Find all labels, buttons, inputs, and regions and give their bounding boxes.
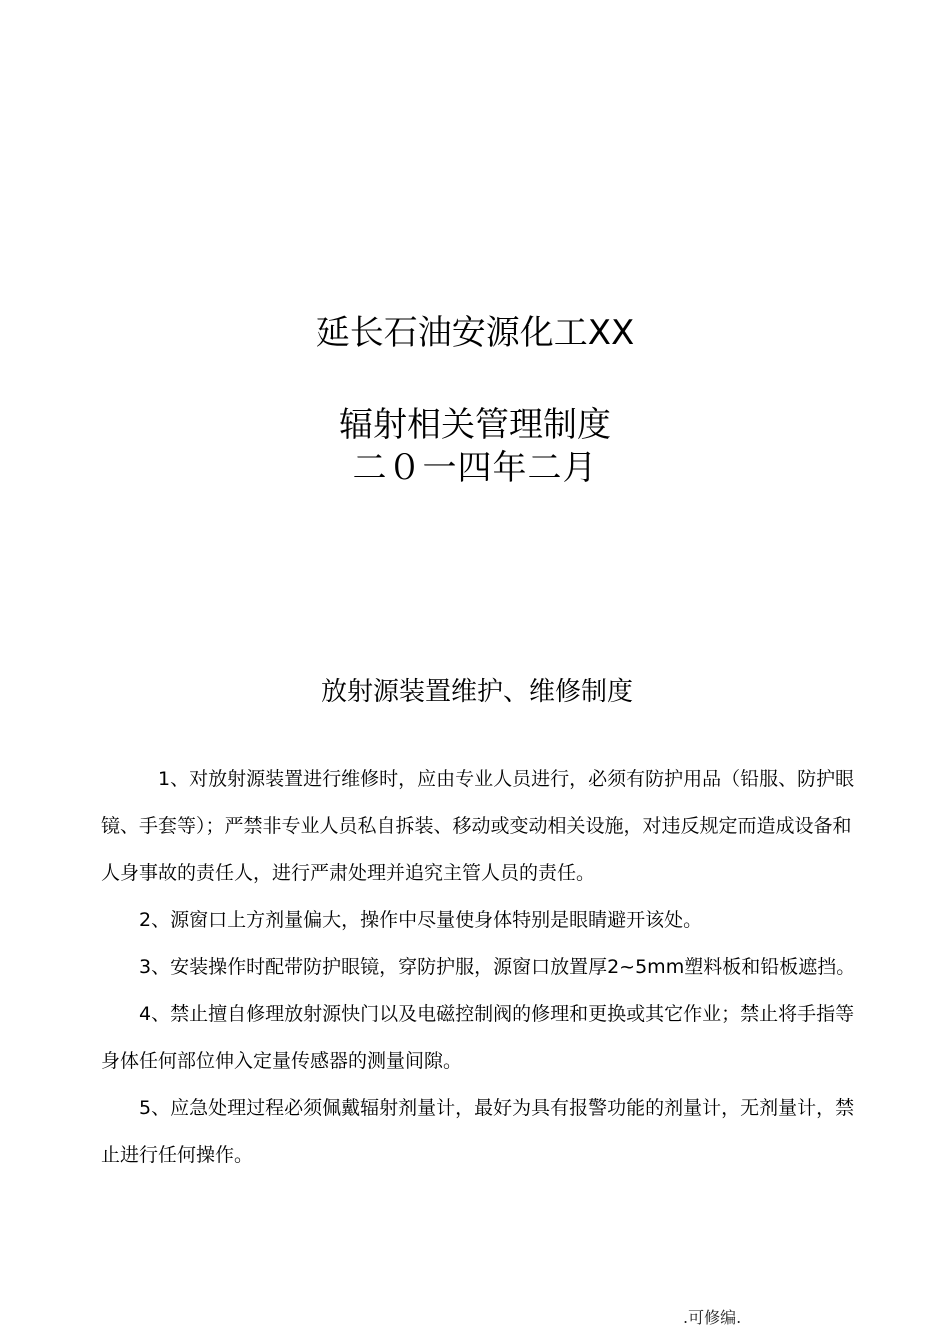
paragraph-1: 1、对放射源装置进行维修时，应由专业人员进行，必须有防护用品（铅服、防护眼镜、手套等）；严禁非专业人员私自拆装、移动或变动相关设施，对违反规定而造成设备和人身事故的责任人，进行严肃处理并追究主管人员的责任。 bbox=[101, 768, 855, 884]
paragraph-5: 5、应急处理过程必须佩戴辐射剂量计，最好为具有报警功能的剂量计，无剂量计，禁止进行任何操作。 bbox=[101, 1097, 855, 1166]
document-date: 二０一四年二月 bbox=[352, 448, 598, 488]
footer-note: .可修编. bbox=[683, 1308, 742, 1327]
paragraph-4: 4、禁止擅自修理放射源快门以及电磁控制阀的修理和更换或其它作业；禁止将手指等身体任何部位伸入定量传感器的测量间隙。 bbox=[101, 1003, 855, 1072]
section-heading: 放射源装置维护、维修制度 bbox=[320, 677, 633, 707]
paragraph-2: 2、源窗口上方剂量偏大，操作中尽量使身体特别是眼睛避开该处。 bbox=[139, 909, 703, 931]
company-name: 延长石油安源化工XX bbox=[315, 313, 635, 353]
paragraph-3: 3、安装操作时配带防护眼镜，穿防护服，源窗口放置厚2~5mm塑料板和铅板遮挡。 bbox=[139, 956, 856, 978]
document-title: 辐射相关管理制度 bbox=[339, 405, 611, 445]
section-body bbox=[101, 756, 863, 1179]
